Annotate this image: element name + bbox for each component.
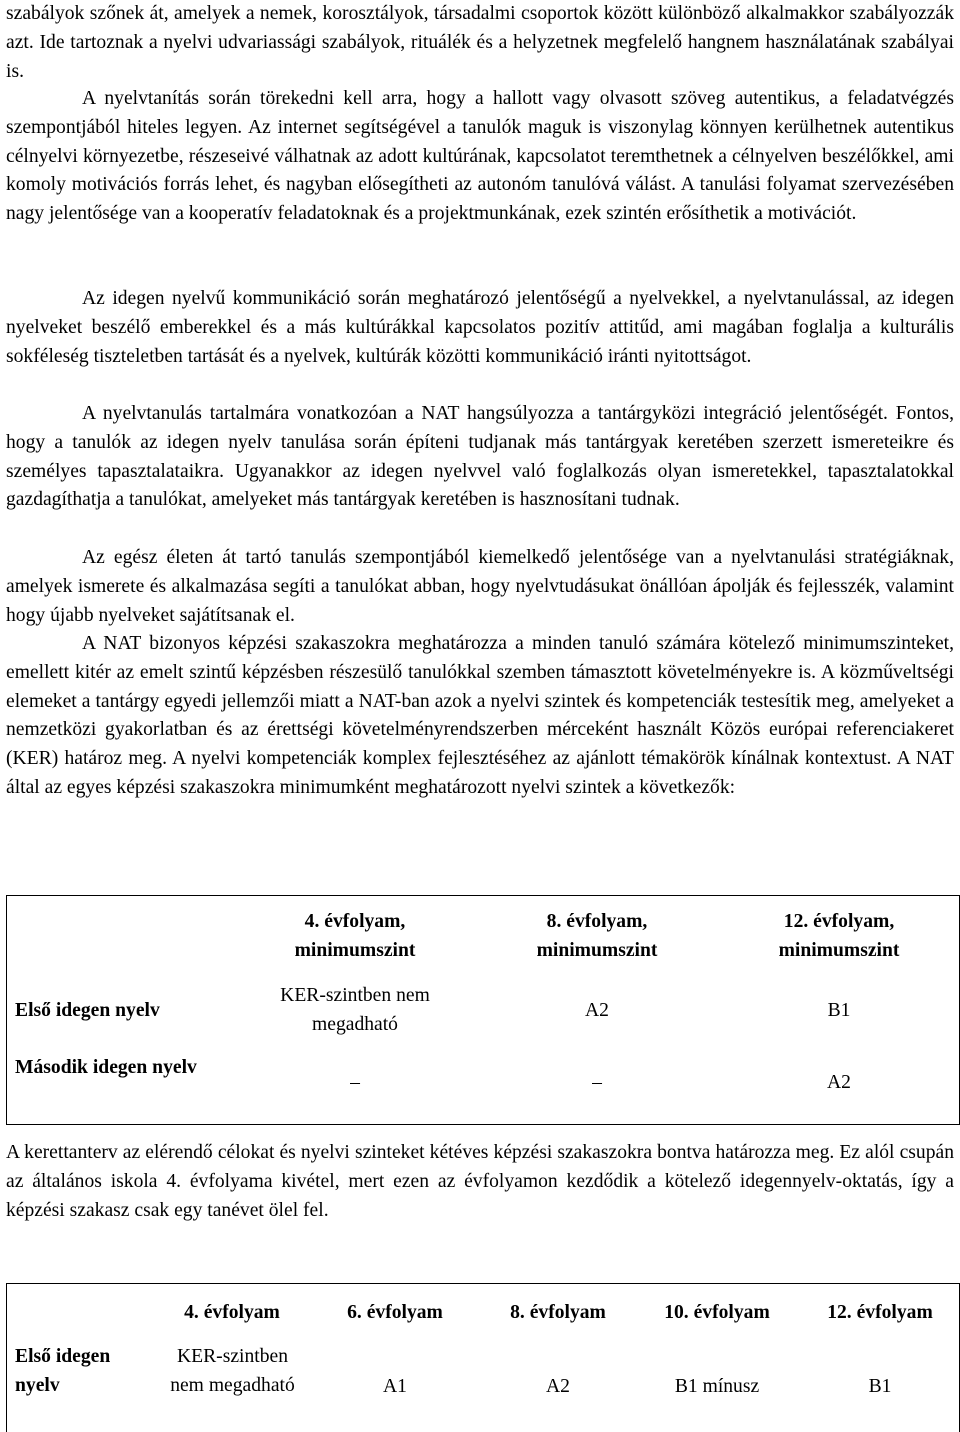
table2-header-4: 4. évfolyam (184, 1302, 280, 1323)
paragraph-curriculum: A kerettanterv az elérendő célokat és nyelvi szinteket kétéves képzési szakaszokra bontva határozza meg. Ez alól csupán az általános iskola 4. évfolyama kivétel, mert ezen az évfolyamon kezdődik a kötelező idegennyelv-oktatás, így a képzési szakasz csak egy tanévet ölel fel. (6, 1142, 954, 1221)
table1-header-8: 8. évfolyam, minimumszint (536, 911, 658, 961)
table2-header-12: 12. évfolyam (827, 1302, 933, 1323)
table1-row-label-second: Második idegen nyelv (15, 1057, 197, 1078)
paragraph-integration: A nyelvtanulás tartalmára vonatkozóan a NAT hangsúlyozza a tantárgyközi integráció jelentőségét. Fontos, hogy a tanulók az idegen nyelv tanulása során építeni tudjanak más tantárgyak keretében szerzett ismereteikre és személyes tapasztalataikra. Ugyanakkor az idegen nyelvvel való foglalkozás olyan ismeretekkel, tapasztalatokkal gazdagíthatja a tanulókat, amelyeket más tantárgyak keretében is hasznosítani tudnak. (6, 403, 954, 511)
table2-row-label-first: Első idegen nyelv (15, 1346, 111, 1396)
table1-cell-first-12: B1 (827, 1000, 851, 1021)
table2-header-10: 10. évfolyam (664, 1302, 770, 1323)
table1-cell-second-12: A2 (827, 1072, 851, 1093)
table2-header-6: 6. évfolyam (347, 1302, 443, 1323)
table1-row-label-first: Első idegen nyelv (15, 1000, 160, 1021)
levels-table-2 (6, 1283, 960, 1432)
paragraph-rules: szabályok szőnek át, amelyek a nemek, korosztályok, társadalmi csoportok között különböző alkalmakkor szabályozzák azt. Ide tartoznak a nyelvi udvariassági szabályok, rituálék és a helyzetnek megfelelő hangnem használatának szabályai is. (6, 3, 954, 82)
table2-cell-first-4: KER-szintben nem megadható (170, 1346, 295, 1396)
paragraph-strategies: Az egész életen át tartó tanulás szempontjából kiemelkedő jelentősége van a nyelvtanulási stratégiáknak, amelyek ismerete és alkalmazása segíti a tanulókat abban, hogy nyelvtudásukat önállóan ápolják és fejlesszék, valamint hogy újabb nyelveket sajátítsanak el. (6, 547, 954, 626)
paragraph-attitude: Az idegen nyelvű kommunikáció során meghatározó jelentőségű a nyelvekkel, a nyelvtanulással, az idegen nyelveket beszélő emberekkel és a más kultúrákkal kapcsolatos pozitív attitűd, ami magában foglalja a kulturális sokféleség tiszteletben tartását és a nyelvek, kultúrák közötti kommunikáció iránti nyitottságot. (6, 288, 954, 367)
table1-cell-second-4: – (350, 1072, 360, 1093)
table1-cell-first-8: A2 (585, 1000, 609, 1021)
table1-header-4: 4. évfolyam, minimumszint (294, 911, 416, 961)
table2-header-8: 8. évfolyam (510, 1302, 606, 1323)
paragraph-nat-levels: A NAT bizonyos képzési szakaszokra meghatározza a minden tanuló számára kötelező minimumszinteket, emellett kitér az emelt szintű képzésben részesülő tanulókkal szemben támasztott követelményekre is. A közműveltségi elemeket a tantárgy egyedi jellemzői miatt a NAT-ban azok a nyelvi szintek és kompetenciák testesítik meg, amelyeket a nemzetközi gyakorlatban és az érettségi követelményrendszerben mérceként használt Közös európai referenciakeret (KER) határoz meg. A nyelvi kompetenciák komplex fejlesztéséhez az ajánlott témakörök kínálnak kontextust. A NAT által az egyes képzési szakaszokra minimumként meghatározott nyelvi szintek a következők: (6, 633, 954, 798)
table2-cell-first-12: B1 (868, 1376, 892, 1397)
table1-cell-first-4: KER-szintben nem megadható (280, 985, 430, 1035)
table2-cell-first-8: A2 (546, 1376, 570, 1397)
table1-header-12: 12. évfolyam, minimumszint (778, 911, 900, 961)
paragraph-authenticity: A nyelvtanítás során törekedni kell arra, hogy a hallott vagy olvasott szöveg autentikus, a feladatvégzés szempontjából hiteles legyen. Az internet segítségével a tanulók maguk is viszonylag könnyen kerülhetnek autentikus célnyelvi környezetbe, részeseivé válhatnak az adott kultúrának, kapcsolatot teremthetnek a célnyelven beszélőkkel, ami komoly motivációs forrás lehet, és nagyban elősegítheti az autonóm tanulóvá válást. A tanulási folyamat szervezésében nagy jelentősége van a kooperatív feladatoknak és a projektmunkának, ezek szintén erősíthetik a motivációt. (6, 88, 954, 225)
table2-cell-first-10: B1 mínusz (674, 1376, 760, 1397)
table2-cell-first-6: A1 (383, 1376, 407, 1397)
table1-cell-second-8: – (592, 1072, 602, 1093)
levels-table-1 (6, 895, 960, 1125)
